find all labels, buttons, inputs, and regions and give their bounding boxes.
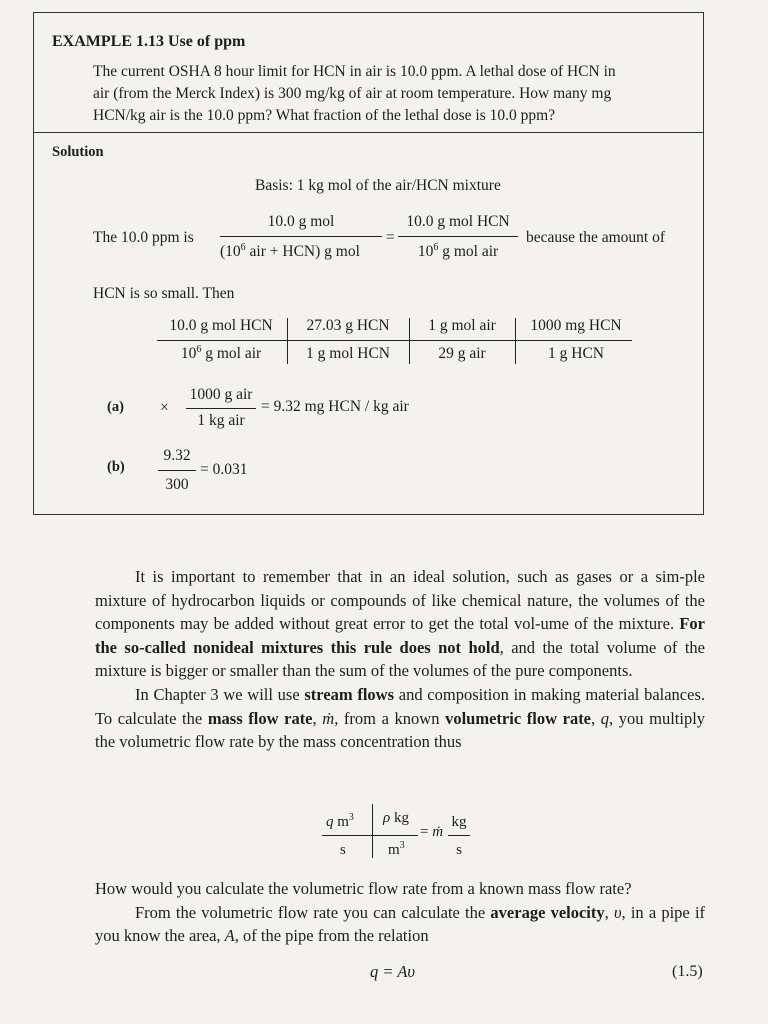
flow-eq-bar bbox=[322, 835, 418, 836]
a-numerator: 1000 g air bbox=[189, 386, 253, 403]
paragraph-3: How would you calculate the volumetric flow rate from a known mass flow rate? bbox=[95, 879, 632, 898]
problem-line-3: HCN/kg air is the 10.0 ppm? What fraction of the lethal dose is 10.0 ppm? bbox=[93, 107, 556, 124]
equals-sign: = bbox=[386, 229, 395, 246]
paragraph-2: In Chapter 3 we will use stream flows and composition in making material balances. To calculate the mass flow rate, ṁ, from a known volumetric flow rate, q, you multiply the volumetric flow rate by the mass concentration thus bbox=[95, 684, 706, 752]
flow-eq-s-2: s bbox=[456, 842, 462, 858]
equation-number: (1.5) bbox=[672, 963, 703, 980]
part-b-label: (b) bbox=[107, 459, 125, 475]
flow-eq-divider bbox=[372, 804, 373, 858]
flow-eq-rho: ρ kg bbox=[383, 810, 409, 826]
frac2-bar bbox=[398, 236, 518, 237]
frac1-denominator: ($10^6$ air + HCN) g mol bbox=[220, 241, 360, 260]
example-number: EXAMPLE 1.13 bbox=[52, 33, 164, 50]
equation-1-5: q = Aυ bbox=[370, 962, 415, 981]
body-text-block-2 bbox=[95, 877, 705, 948]
paragraph-1: It is important to remember that in an ideal solution, such as gases or a sim-ple mixture of hydrocarbon liquids or compounds of like chemical nature, the volumes of the components may be added without great error to get the total vol-ume of the mixture. For the so-called nonideal mixtures this rule does not hold, and the total volume of the mixture is bigger or smaller than the sum of the volumes of the pure components. bbox=[95, 567, 705, 681]
conv-num-2: 27.03 g HCN bbox=[306, 317, 390, 334]
conv-num-3: 1 g mol air bbox=[428, 317, 496, 334]
conv-divider-1 bbox=[287, 318, 288, 364]
example-heading bbox=[52, 32, 245, 52]
problem-line-1: The current OSHA 8 hour limit for HCN in air is 10.0 ppm. A lethal dose of HCN in bbox=[93, 63, 616, 80]
conv-table-bar bbox=[157, 340, 632, 341]
b-denominator: 300 bbox=[165, 476, 189, 493]
body-text-block bbox=[95, 565, 705, 754]
conv-den-3: 29 g air bbox=[438, 345, 486, 362]
conv-den-4: 1 g HCN bbox=[548, 345, 604, 362]
b-bar bbox=[158, 470, 196, 471]
flow-eq-kg: kg bbox=[451, 814, 467, 830]
box-divider bbox=[33, 132, 704, 133]
example-title: Use of ppm bbox=[168, 33, 246, 50]
paragraph-4: From the volumetric flow rate you can calculate the average velocity, υ, in a pipe if you know the area, A, of the pipe from the relation bbox=[95, 902, 706, 946]
ppm-prefix: The 10.0 ppm is bbox=[93, 229, 194, 246]
frac1-numerator: 10.0 g mol bbox=[267, 213, 335, 230]
part-a-label: (a) bbox=[107, 399, 124, 415]
frac2-numerator: 10.0 g mol HCN bbox=[406, 213, 510, 230]
basis-line: Basis: 1 kg mol of the air/HCN mixture bbox=[255, 177, 501, 194]
conv-divider-2 bbox=[409, 318, 410, 364]
conv-num-4: 1000 mg HCN bbox=[530, 317, 622, 334]
conv-den-1: $10^6$ g mol air bbox=[180, 343, 262, 362]
conv-divider-3 bbox=[515, 318, 516, 364]
times-sign: × bbox=[160, 399, 169, 416]
flow-eq-q: q $m^3$ bbox=[326, 812, 354, 830]
conv-den-2: 1 g mol HCN bbox=[306, 345, 390, 362]
a-result: = 9.32 mg HCN / kg air bbox=[261, 398, 409, 415]
problem-line-2: air (from the Merck Index) is 300 mg/kg of air at room temperature. How many mg bbox=[93, 85, 612, 102]
then-text: HCN is so small. Then bbox=[93, 285, 235, 302]
flow-eq-equals: = ṁ bbox=[420, 824, 444, 840]
solution-heading: Solution bbox=[52, 144, 104, 160]
conv-num-1: 10.0 g mol HCN bbox=[169, 317, 273, 334]
a-denominator: 1 kg air bbox=[197, 412, 245, 429]
frac2-denominator: $10^6$ g mol air bbox=[417, 241, 499, 260]
flow-eq-s: s bbox=[340, 842, 346, 858]
flow-eq-m3: $m^3$ bbox=[388, 840, 405, 858]
frac1-bar bbox=[220, 236, 382, 237]
b-result: = 0.031 bbox=[200, 461, 248, 478]
a-bar bbox=[186, 408, 256, 409]
flow-eq-bar-2 bbox=[448, 835, 470, 836]
because-text: because the amount of bbox=[526, 229, 666, 246]
b-numerator: 9.32 bbox=[163, 447, 191, 464]
